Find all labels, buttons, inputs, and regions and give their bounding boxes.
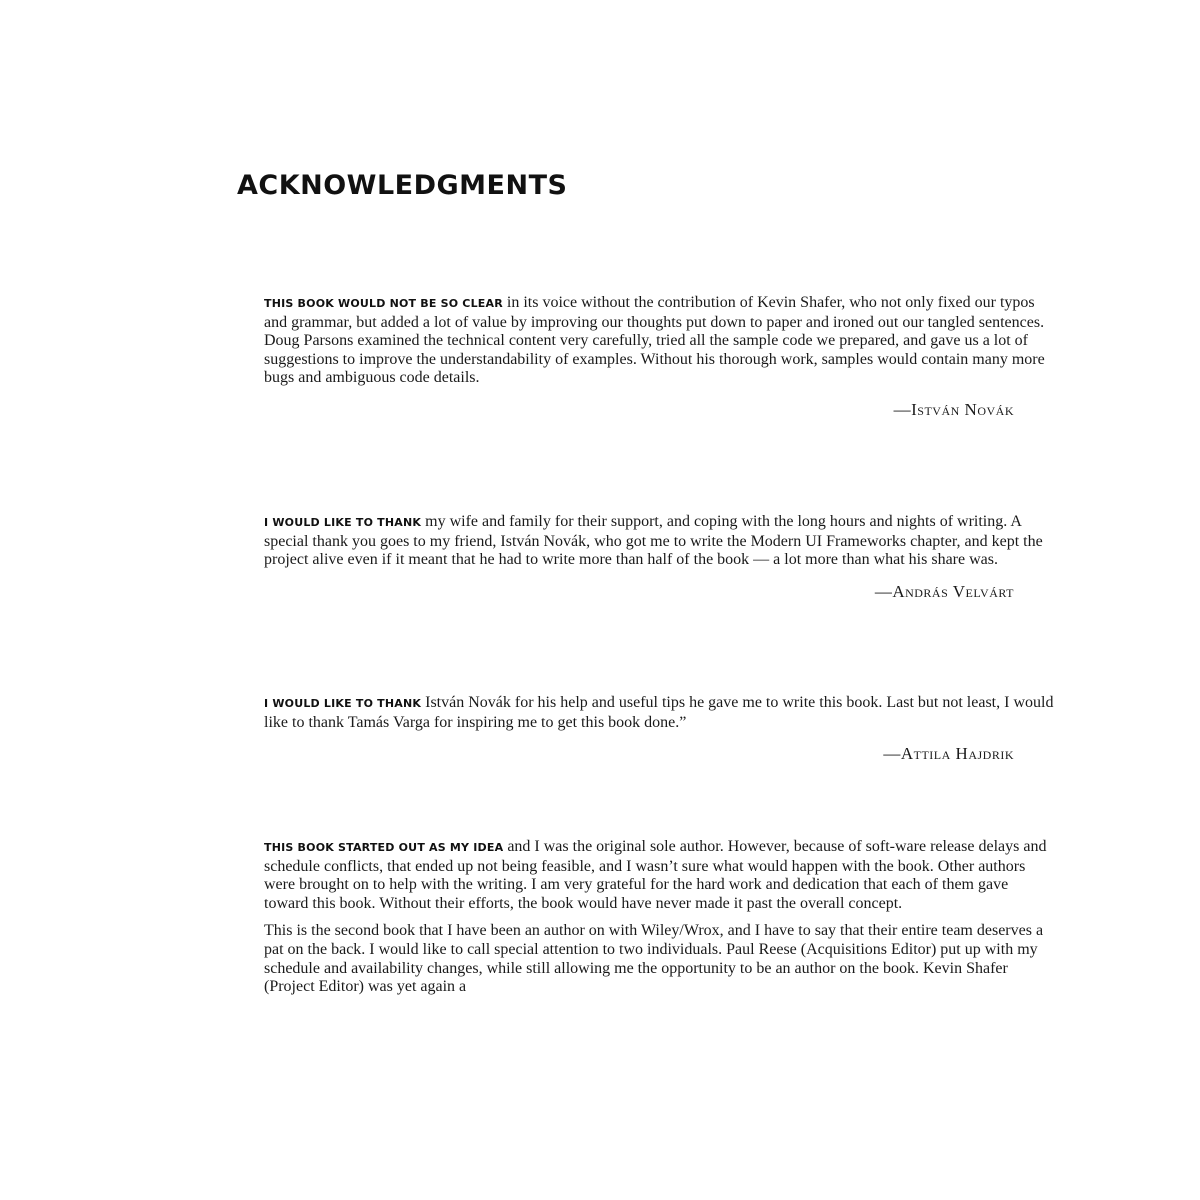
paragraph xyxy=(264,838,1054,913)
paragraph xyxy=(264,694,1054,732)
paragraph-text: and I was the original sole author. However, because of soft-ware release delays and schedule conflicts, that ended up not being feasible, and I wasn’t sure what would happen with the book. Other authors were brought on to help with the writing. I am very grateful for the hard work and dedication that each of them gave toward this book. Without their efforts, the book would have never made it past the overall concept. xyxy=(264,838,1047,912)
lead-in: I WOULD LIKE TO THANK xyxy=(264,697,422,710)
paragraph xyxy=(264,294,1054,388)
paragraph-text: my wife and family for their support, and coping with the long hours and nights of writing. A special thank you goes to my friend, István Novák, who got me to write the Modern UI Frameworks chapter, and kept the project alive even if it meant that he had to write more than half of the book — a lot more than what his share was. xyxy=(264,513,1043,569)
lead-in: THIS BOOK WOULD NOT BE SO CLEAR xyxy=(264,297,503,310)
page-title: ACKNOWLEDGMENTS xyxy=(237,170,568,201)
paragraph: This is the second book that I have been an author on with Wiley/Wrox, and I have to say that their entire team deserves a pat on the back. I would like to call special attention to two individuals. Paul Reese (Acquisitions Editor) put up with my schedule and availability changes, while still allowing me the opportunity to be an author on the book. Kevin Shafer (Project Editor) was yet again a xyxy=(264,922,1044,996)
signature: —András Velvárt xyxy=(874,581,1014,601)
lead-in: I WOULD LIKE TO THANK xyxy=(264,516,422,529)
paragraph xyxy=(264,513,1054,570)
acknowledgment-section xyxy=(264,838,1054,997)
lead-in: THIS BOOK STARTED OUT AS MY IDEA xyxy=(264,841,504,854)
paragraph-text: István Novák for his help and useful tips he gave me to write this book. Last but not least, I would like to thank Tamás Varga for inspiring me to get this book done.” xyxy=(264,694,1054,731)
acknowledgment-section xyxy=(264,294,1054,420)
paragraph-text: in its voice without the contribution of Kevin Shafer, who not only fixed our typos and grammar, but added a lot of value by improving our thoughts put down to paper and ironed out our tangled sentences. Doug Parsons examined the technical content very carefully, tried all the sample code we prepared, and gave us a lot of suggestions to improve the understandability of examples. Without his thorough work, samples would contain many more bugs and ambiguous code details. xyxy=(264,294,1045,387)
signature: —István Novák xyxy=(893,399,1014,419)
acknowledgment-section xyxy=(264,694,1054,764)
signature: —Attila Hajdrik xyxy=(883,744,1014,764)
acknowledgment-section xyxy=(264,513,1054,602)
